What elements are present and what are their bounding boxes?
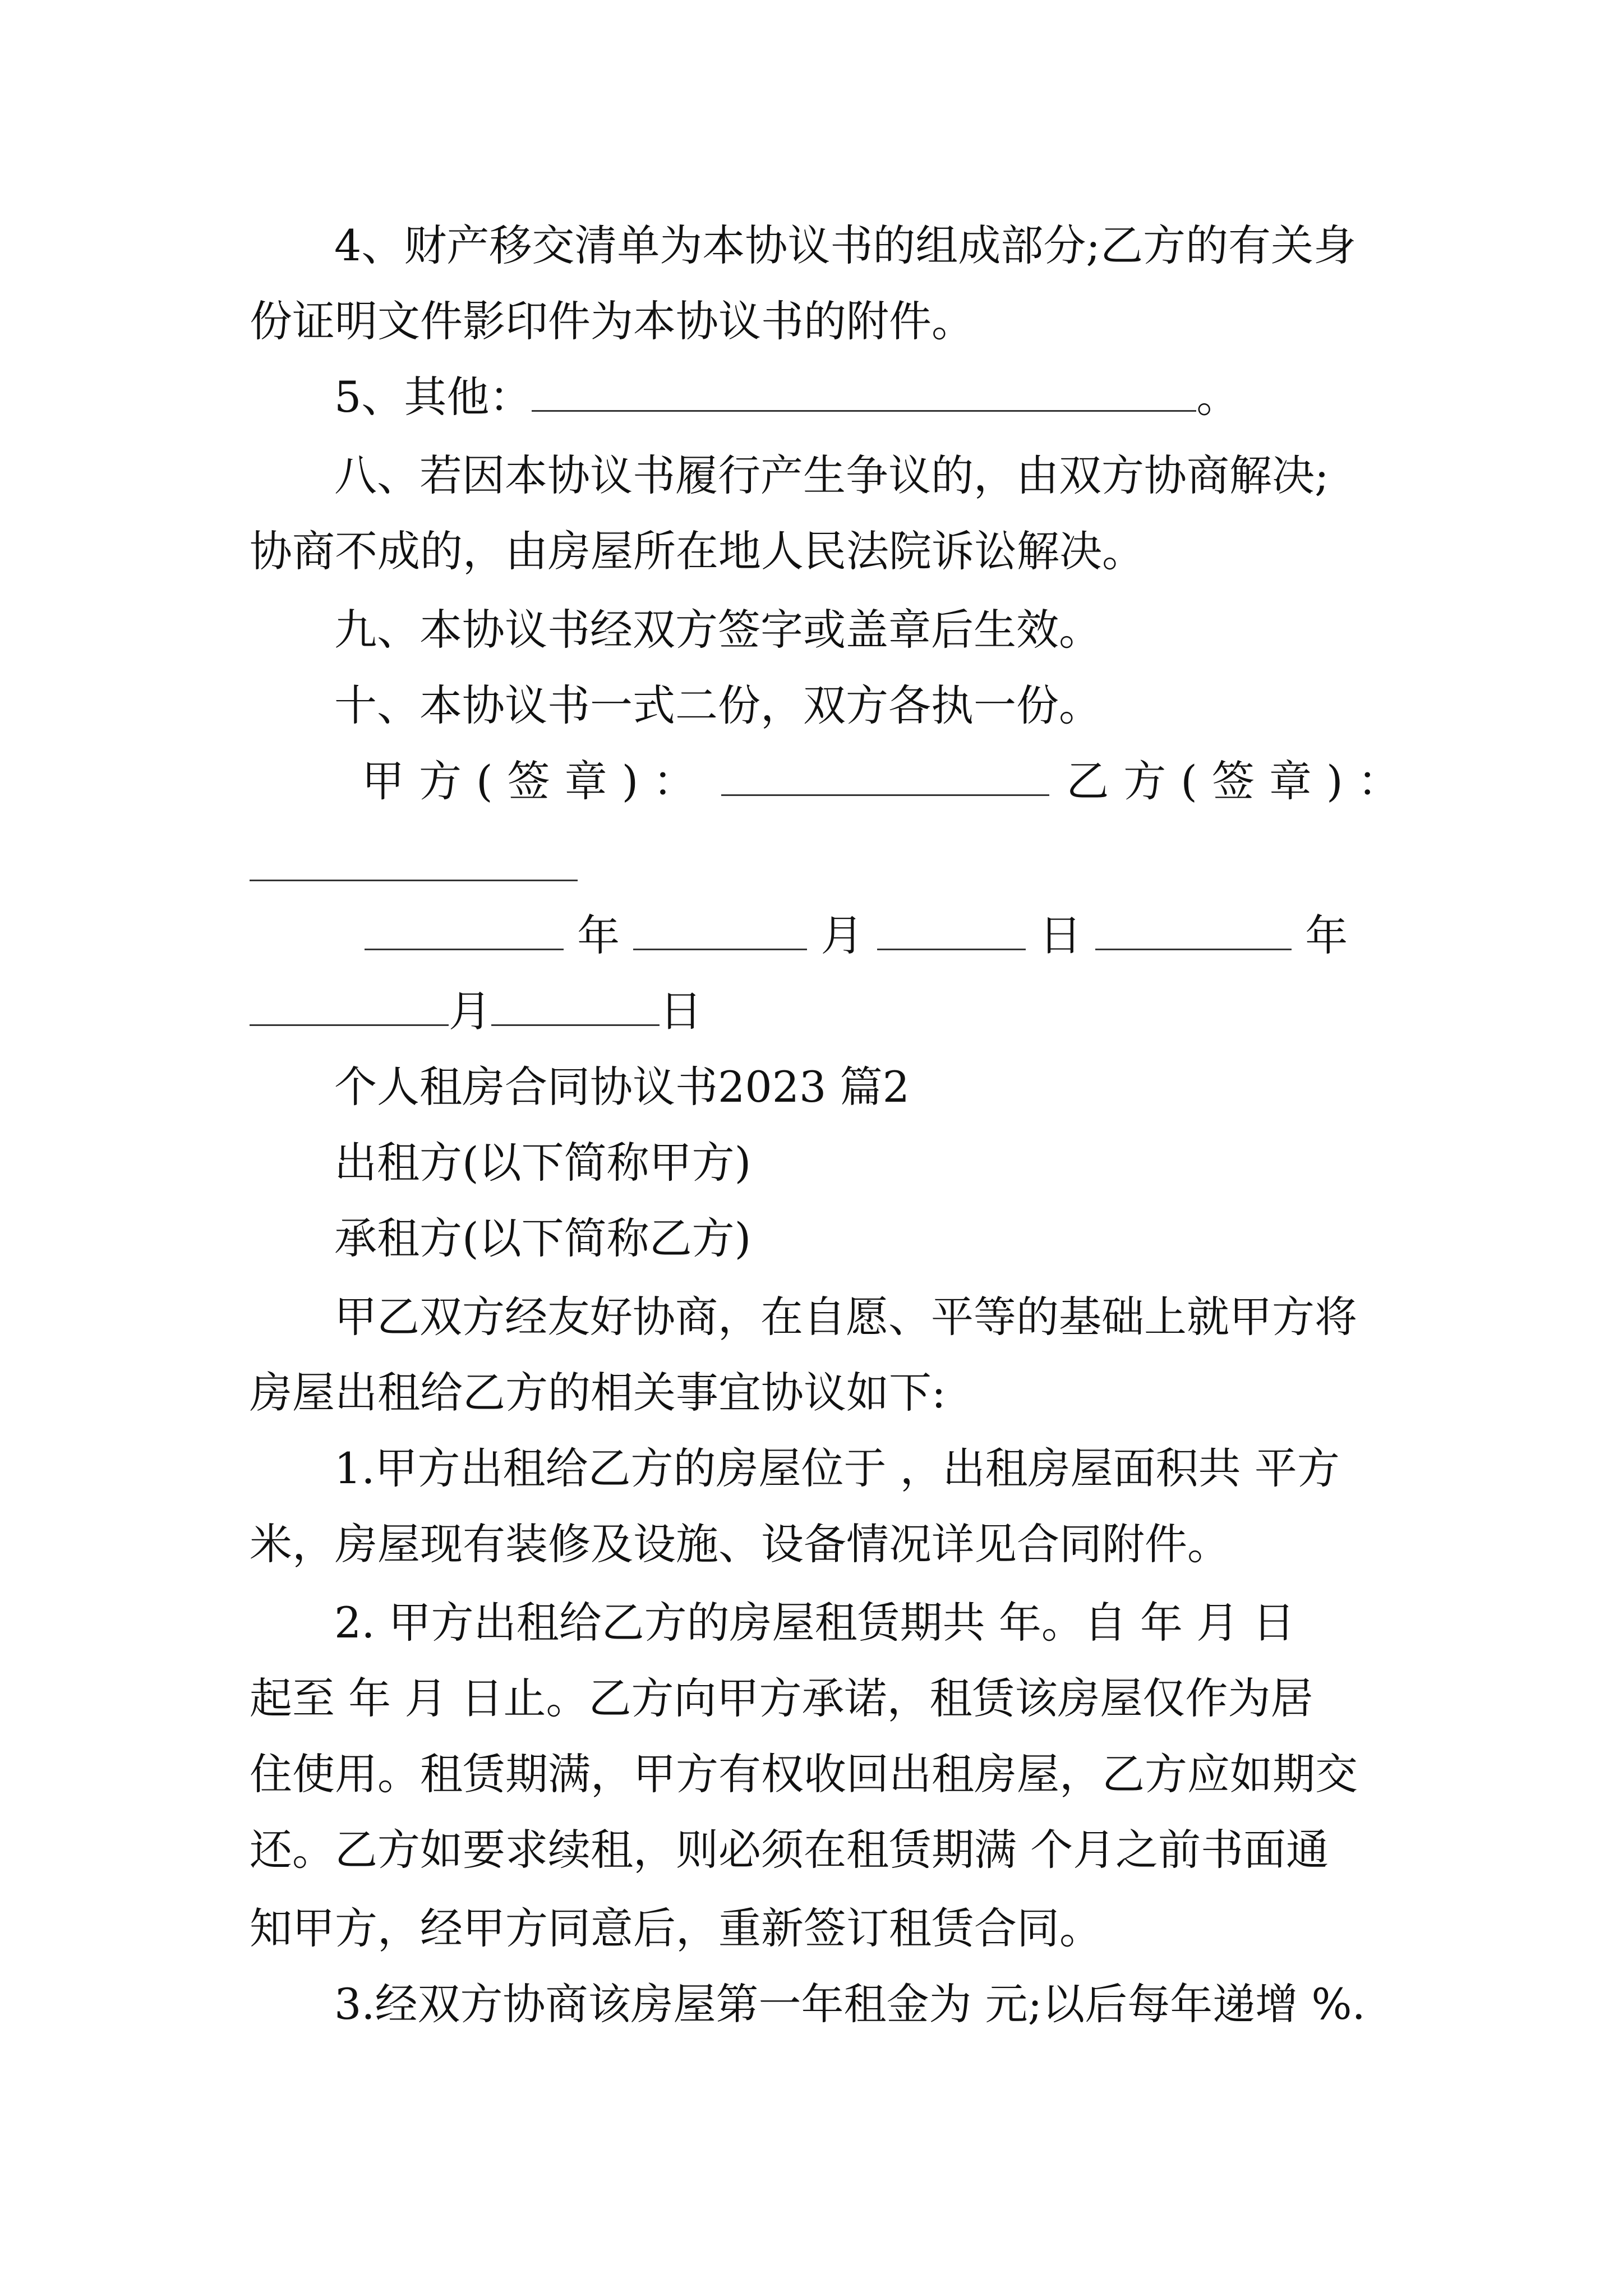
clause-4-line-2: 份证明文件影印件为本协议书的附件。 <box>250 296 974 346</box>
party-b-month-label: 月 <box>449 986 491 1036</box>
clause-1-line-2: 米，房屋现有装修及设施、设备情况详见合同附件。 <box>250 1519 1230 1569</box>
party-a-signature-label: 甲方(签章)： <box>362 756 711 806</box>
party-a-day-label: 日 <box>1039 910 1082 960</box>
party-b-year-label: 年 <box>1305 910 1348 960</box>
clause-4-line-1: 4、财产移交清单为本协议书的组成部分;乙方的有关身 <box>334 220 1356 270</box>
clause-8-line-2: 协商不成的，由房屋所在地人民法院诉讼解决。 <box>250 526 1145 576</box>
signature-row <box>362 756 1415 806</box>
party-b-signature-blank <box>250 880 578 881</box>
party-a-month-blank <box>633 944 807 950</box>
clause-1-line-1: 1.甲方出租给乙方的房屋位于 ，出租房屋面积共 平方 <box>334 1443 1340 1493</box>
clause-5-end: 。 <box>1196 372 1239 422</box>
clause-5-label: 5、其他： <box>334 372 532 422</box>
intro-line-1: 甲乙双方经友好协商，在自愿、平等的基础上就甲方将 <box>334 1292 1357 1342</box>
clause-2-line-4: 还。乙方如要求续租，则必须在租赁期满 个月之前书面通 <box>250 1825 1329 1875</box>
clause-2-line-1: 2. 甲方出租给乙方的房屋租赁期共 年。自 年 月 日 <box>334 1598 1295 1648</box>
clause-2-line-3: 住使用。租赁期满，甲方有权收回出租房屋，乙方应如期交 <box>250 1749 1358 1799</box>
party-b-month-blank <box>250 1020 449 1026</box>
lessor-line: 出租方(以下简称甲方) <box>334 1138 751 1188</box>
lessee-line: 承租方(以下简称乙方) <box>334 1213 751 1263</box>
clause-9: 九、本协议书经双方签字或盖章后生效。 <box>334 605 1101 655</box>
other-terms-blank <box>532 406 1196 412</box>
party-a-month-label: 月 <box>820 910 864 960</box>
clause-10: 十、本协议书一式二份，双方各执一份。 <box>334 680 1101 730</box>
party-b-day-blank <box>491 1020 660 1026</box>
party-b-day-label: 日 <box>660 986 702 1036</box>
party-a-year-label: 年 <box>577 910 620 960</box>
clause-5 <box>334 372 1473 422</box>
clause-3-line-1: 3.经双方协商该房屋第一年租金为 元;以后每年递增 %. <box>334 1979 1366 2029</box>
party-a-day-blank <box>877 944 1026 950</box>
party-b-signature-label: 乙方(签章)： <box>1066 756 1415 806</box>
intro-line-2: 房屋出租给乙方的相关事宜协议如下: <box>250 1368 946 1418</box>
section-title: 个人租房合同协议书2023 篇2 <box>334 1062 910 1112</box>
party-a-signature-blank <box>721 790 1049 796</box>
party-b-year-blank <box>1095 944 1292 950</box>
party-a-year-blank <box>365 944 564 950</box>
clause-2-line-2: 起至 年 月 日止。乙方向甲方承诺，租赁该房屋仅作为居 <box>250 1673 1313 1723</box>
date-row-continued <box>250 986 1388 1036</box>
date-row <box>365 910 1388 960</box>
clause-2-line-5: 知甲方，经甲方同意后，重新签订租赁合同。 <box>250 1903 1102 1953</box>
clause-8-line-1: 八、若因本协议书履行产生争议的，由双方协商解决; <box>334 450 1329 500</box>
